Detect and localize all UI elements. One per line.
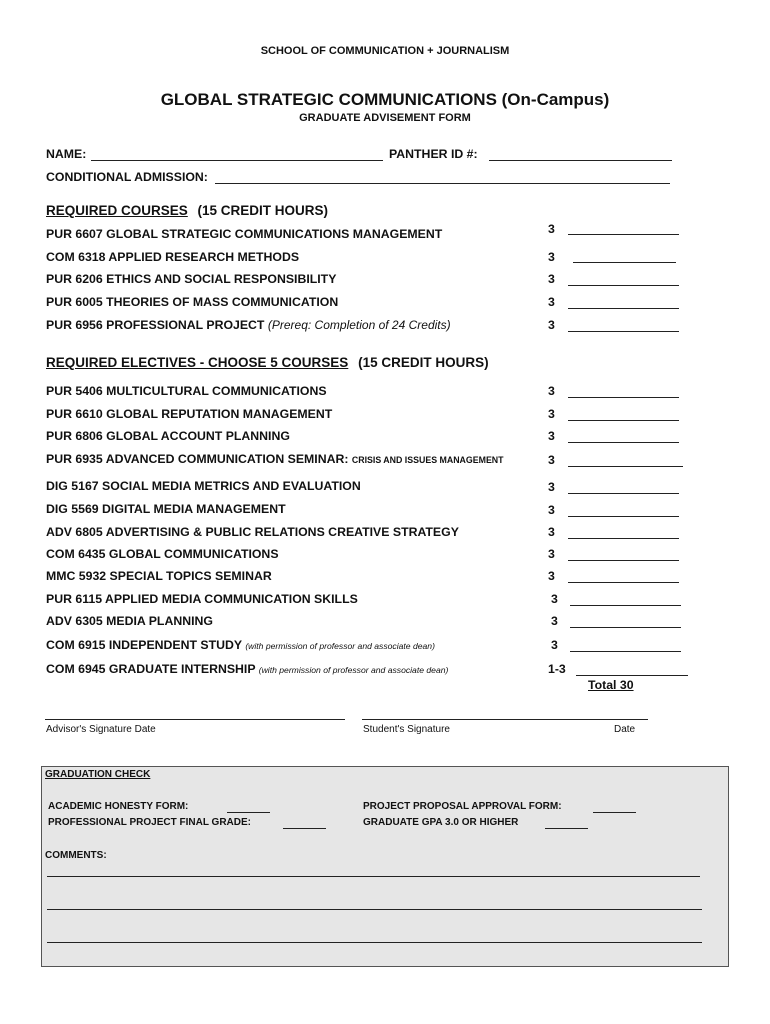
signature-date-label: Date [614,724,636,735]
course-credits: 3 [548,480,555,494]
grade-blank[interactable] [568,516,679,517]
grade-blank[interactable] [568,466,683,467]
course-name [46,452,504,466]
academic-honesty-field[interactable] [227,812,270,813]
course-name: MMC 5932 SPECIAL TOPICS SEMINAR [46,569,272,583]
grade-blank[interactable] [570,651,681,652]
conditional-admission-field[interactable] [215,183,670,184]
grade-blank[interactable] [568,493,679,494]
name-label: NAME: [46,147,87,161]
grade-blank[interactable] [568,582,679,583]
course-name: ADV 6305 MEDIA PLANNING [46,614,213,628]
course-credits: 1-3 [548,662,566,676]
course-name: DIG 5569 DIGITAL MEDIA MANAGEMENT [46,502,286,516]
proposal-approval-field[interactable] [593,812,636,813]
grade-blank[interactable] [568,285,679,286]
grade-blank[interactable] [568,560,679,561]
course-credits: 3 [551,638,558,652]
course-name: DIG 5167 SOCIAL MEDIA METRICS AND EVALUATION [46,479,361,493]
course-topic-note: CRISIS AND ISSUES MANAGEMENT [351,455,504,465]
proposal-approval-label: PROJECT PROPOSAL APPROVAL FORM: [363,801,562,812]
conditional-admission-label: CONDITIONAL ADMISSION: [46,170,208,184]
course-permission-note: (with permission of professor and associate dean) [258,665,449,675]
electives-title: REQUIRED ELECTIVES - CHOOSE 5 COURSES [46,355,349,370]
course-name [46,318,451,332]
graduation-check-box [41,766,729,967]
course-name: ADV 6805 ADVERTISING & PUBLIC RELATIONS CREATIVE STRATEGY [46,525,459,539]
school-name: SCHOOL OF COMMUNICATION + JOURNALISM [260,45,510,57]
comments-line-1[interactable] [47,876,700,877]
total-credits: Total 30 [588,678,634,692]
project-grade-label: PROFESSIONAL PROJECT FINAL GRADE: [48,817,251,828]
project-grade-field[interactable] [283,828,326,829]
course-credits: 3 [548,453,555,467]
grade-blank[interactable] [568,397,679,398]
course-credits: 3 [551,592,558,606]
course-credits: 3 [551,614,558,628]
gpa-field[interactable] [545,828,588,829]
gpa-label: GRADUATE GPA 3.0 OR HIGHER [363,817,519,828]
course-credits: 3 [548,384,555,398]
course-name: PUR 6005 THEORIES OF MASS COMMUNICATION [46,295,339,309]
course-credits: 3 [548,272,555,286]
course-name: COM 6318 APPLIED RESEARCH METHODS [46,250,300,264]
course-credits: 3 [548,547,555,561]
course-name: COM 6435 GLOBAL COMMUNICATIONS [46,547,279,561]
course-name: PUR 6115 APPLIED MEDIA COMMUNICATION SKILLS [46,592,358,606]
grade-blank[interactable] [576,675,688,676]
course-title: PUR 6935 ADVANCED COMMUNICATION SEMINAR: [46,452,349,466]
grade-blank[interactable] [568,538,679,539]
course-name: PUR 6806 GLOBAL ACCOUNT PLANNING [46,429,290,443]
course-credits: 3 [548,318,555,332]
form-title: GLOBAL STRATEGIC COMMUNICATIONS (On-Campus) [160,90,610,109]
course-title: PUR 6956 PROFESSIONAL PROJECT [46,318,265,332]
comments-line-3[interactable] [47,942,702,943]
required-courses-heading [46,203,328,218]
advisor-signature-label: Advisor's Signature Date [46,724,156,735]
grade-blank[interactable] [568,331,679,332]
course-prereq-note: (Prereq: Completion of 24 Credits) [267,318,451,332]
required-courses-title: REQUIRED COURSES [46,203,188,218]
grade-blank[interactable] [568,308,679,309]
form-subtitle: GRADUATE ADVISEMENT FORM [299,112,471,124]
course-name [46,638,435,652]
course-credits: 3 [548,222,555,236]
grade-blank[interactable] [570,605,681,606]
comments-label: COMMENTS: [45,850,107,861]
panther-id-label: PANTHER ID #: [389,147,478,161]
course-credits: 3 [548,503,555,517]
electives-heading [46,355,489,370]
graduation-check-heading: GRADUATION CHECK [45,769,151,780]
panther-id-field[interactable] [489,160,672,161]
name-field[interactable] [91,160,383,161]
student-signature-line[interactable] [362,719,648,720]
course-credits: 3 [548,407,555,421]
electives-hours: (15 CREDIT HOURS) [358,355,489,370]
course-credits: 3 [548,295,555,309]
course-title: COM 6915 INDEPENDENT STUDY [46,638,242,652]
grade-blank[interactable] [568,420,679,421]
comments-line-2[interactable] [47,909,702,910]
course-credits: 3 [548,525,555,539]
grade-blank[interactable] [573,262,676,263]
course-credits: 3 [548,250,555,264]
course-title: COM 6945 GRADUATE INTERNSHIP [46,662,256,676]
required-courses-hours: (15 CREDIT HOURS) [197,203,329,218]
course-name: PUR 6610 GLOBAL REPUTATION MANAGEMENT [46,407,333,421]
advisor-signature-line[interactable] [45,719,345,720]
grade-blank[interactable] [570,627,681,628]
course-name: PUR 5406 MULTICULTURAL COMMUNICATIONS [46,384,327,398]
grade-blank[interactable] [568,442,679,443]
course-name: PUR 6607 GLOBAL STRATEGIC COMMUNICATIONS MANAGEMENT [46,227,443,241]
grade-blank[interactable] [568,234,679,235]
course-permission-note: (with permission of professor and associate dean) [245,641,435,651]
academic-honesty-label: ACADEMIC HONESTY FORM: [48,801,189,812]
course-credits: 3 [548,569,555,583]
course-name [46,662,448,676]
course-name: PUR 6206 ETHICS AND SOCIAL RESPONSIBILITY [46,272,337,286]
course-credits: 3 [548,429,555,443]
student-signature-label: Student's Signature [363,724,450,735]
